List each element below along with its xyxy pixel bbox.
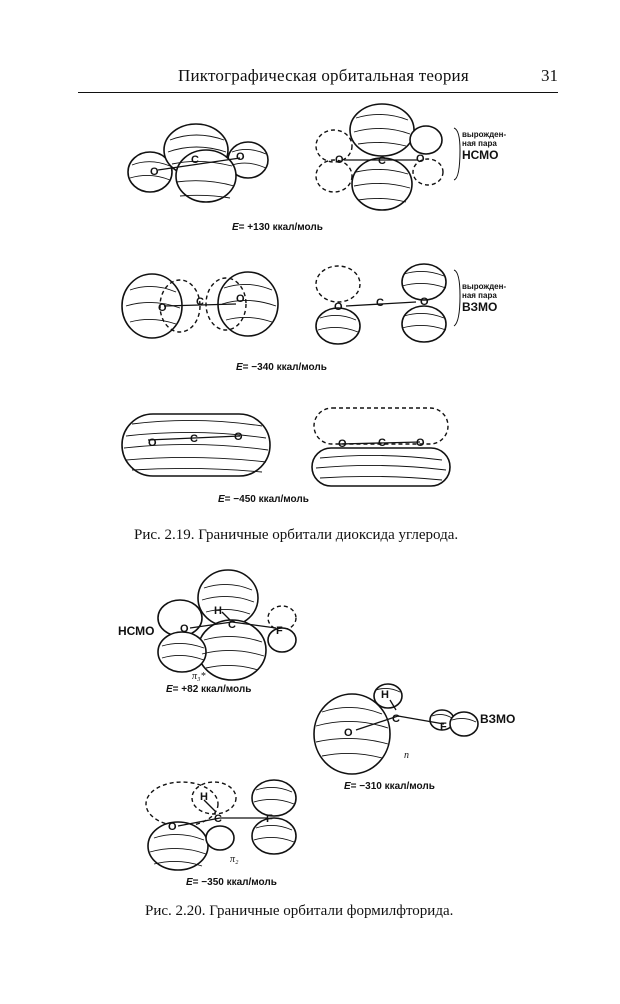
energy-n xyxy=(344,781,435,792)
atom-o: O xyxy=(148,437,157,449)
atom-o: O xyxy=(338,438,347,450)
energy-value: = −450 ккал/моль xyxy=(224,494,309,505)
homo-label: ВЗМО xyxy=(462,300,498,314)
degenerate-pair-label-2 xyxy=(462,282,506,314)
page-number: 31 xyxy=(541,66,558,85)
energy-symbol: E xyxy=(236,362,243,373)
energy-symbol: E xyxy=(218,494,225,505)
energy-value: = −340 ккал/моль xyxy=(242,362,327,373)
energy-symbol: E xyxy=(166,684,173,695)
energy-pi3 xyxy=(166,684,251,695)
atom-o: O xyxy=(420,296,429,308)
atom-h: H xyxy=(381,689,389,701)
energy-row1 xyxy=(232,222,323,233)
atom-o: O xyxy=(344,727,353,739)
atom-o: O xyxy=(335,154,344,166)
co2-sigma-left-drawing xyxy=(122,414,270,476)
atom-c: C xyxy=(378,155,386,167)
atom-c: C xyxy=(190,433,198,445)
energy-row3 xyxy=(218,494,309,505)
lumo-label: НСМО xyxy=(462,148,499,162)
homo-label: ВЗМО xyxy=(480,712,516,726)
energy-symbol: E xyxy=(232,222,239,233)
atom-c: C xyxy=(378,437,386,449)
atom-o: O xyxy=(158,302,167,314)
atom-h: H xyxy=(200,791,208,803)
energy-value: = +82 ккал/моль xyxy=(172,684,252,695)
atom-f: F xyxy=(276,625,283,637)
figure-2-20-caption: Рис. 2.20. Граничные орбитали формилфторида. xyxy=(145,903,454,919)
energy-value: = −310 ккал/моль xyxy=(350,781,435,792)
atom-f: F xyxy=(440,721,447,733)
atom-c: C xyxy=(376,297,384,309)
energy-row2 xyxy=(236,362,327,373)
atom-o: O xyxy=(236,293,245,305)
running-header-title: Пиктографическая орбитальная теория xyxy=(178,66,469,85)
atom-o: O xyxy=(168,821,177,833)
degenerate-label-line2: ная пара xyxy=(462,139,497,148)
atom-c: C xyxy=(392,713,400,725)
energy-value: = +130 ккал/моль xyxy=(238,222,323,233)
pi2-label: π₂ xyxy=(230,854,239,865)
atom-c: C xyxy=(196,296,204,308)
atom-c: C xyxy=(191,154,199,166)
atom-o: O xyxy=(416,153,425,165)
formyl-fluoride-n-drawing xyxy=(314,684,478,774)
atom-o: O xyxy=(180,623,189,635)
atom-o: O xyxy=(236,151,245,163)
atom-c: C xyxy=(228,619,236,631)
atom-h: H xyxy=(214,605,222,617)
atom-c: C xyxy=(214,813,222,825)
degenerate-label-line1: вырожден- xyxy=(462,130,507,139)
atom-o: O xyxy=(234,431,243,443)
figure-2-19-caption: Рис. 2.19. Граничные орбитали диоксида углерода. xyxy=(134,527,459,543)
atom-o: O xyxy=(416,437,425,449)
atom-o: O xyxy=(150,166,159,178)
energy-value: = −350 ккал/моль xyxy=(192,877,277,888)
energy-symbol: E xyxy=(344,781,351,792)
n-label: n xyxy=(404,750,409,761)
atom-o: O xyxy=(334,301,343,313)
degenerate-pair-label-1 xyxy=(462,130,506,162)
degenerate-label-line2: ная пара xyxy=(462,291,497,300)
atom-f: F xyxy=(266,813,273,825)
energy-symbol: E xyxy=(186,877,193,888)
energy-pi2 xyxy=(186,877,277,888)
lumo-label: НСМО xyxy=(118,624,155,638)
pi3-star-label: π₃* xyxy=(192,671,206,682)
degenerate-label-line1: вырожден- xyxy=(462,282,507,291)
